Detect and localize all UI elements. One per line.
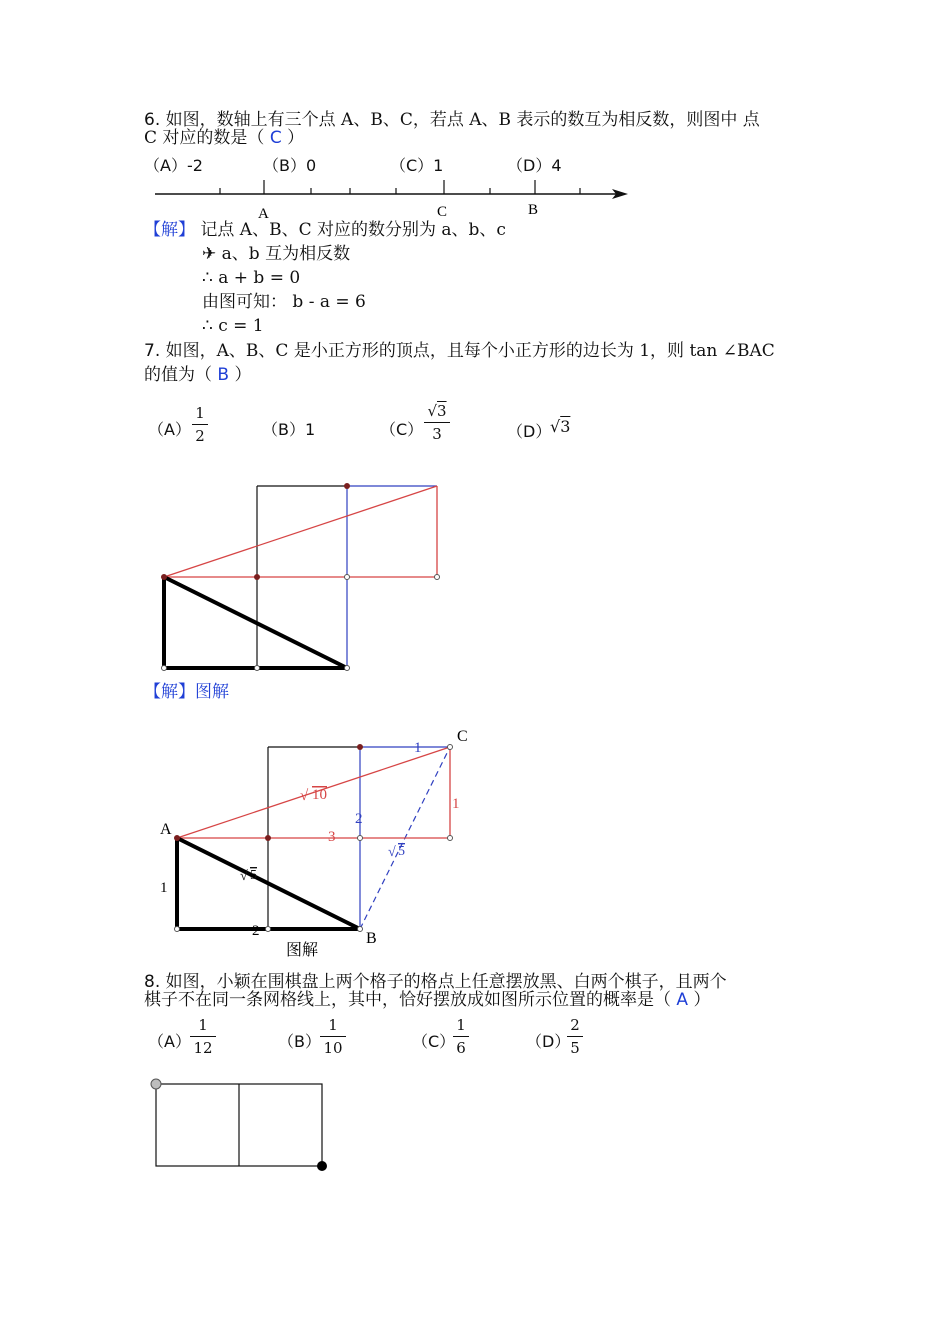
- svg-text:√: √: [300, 788, 309, 804]
- fig1-point: [344, 483, 350, 489]
- q6-solution-tag: 【解】: [144, 220, 195, 240]
- fig2-point: [357, 744, 363, 750]
- fig2-point: [358, 927, 363, 932]
- q8-option-c: （C）: [412, 1032, 456, 1051]
- q7-option-a-denominator: 2: [195, 427, 205, 445]
- q6-answer: C: [269, 128, 282, 148]
- q7-answer: B: [217, 365, 230, 385]
- fig2-point: [448, 836, 453, 841]
- q7-line1: 7. 如图，A、B、C 是小正方形的顶点，且每个小正方形的边长为 1，则 tan ∠BAC: [144, 341, 775, 361]
- q6-stem-line2-end: ）: [287, 128, 305, 148]
- fig2-label-b: B: [366, 930, 377, 947]
- q8-option-c-numerator: 1: [456, 1016, 466, 1034]
- q8-number: 8: [144, 972, 155, 992]
- q8-option-d-denominator: 5: [570, 1039, 580, 1057]
- fig2-label-sqrt10: [300, 787, 327, 804]
- svg-text:√: √: [240, 869, 248, 884]
- q7-option-c: （C）: [380, 420, 424, 439]
- axis-label-b: B: [528, 202, 539, 218]
- q7-solution: [144, 682, 229, 702]
- fig2-label-a: A: [160, 821, 172, 838]
- q7-figure-solution: [150, 724, 480, 960]
- svg-text:√: √: [388, 845, 396, 860]
- fig1-red-diagonal: [164, 486, 437, 577]
- q8-option-b-denominator: 10: [323, 1039, 343, 1057]
- q6-option-d: （D）4: [507, 156, 562, 175]
- q8-answer: A: [676, 990, 689, 1010]
- q8-stem-line1: 如图，小颖在围棋盘上两个格子的格点上任意摆放黑、白两个棋子，且两个: [165, 972, 727, 992]
- white-stone: [151, 1079, 161, 1089]
- q7-option-c-numerator: 3: [437, 402, 447, 420]
- q8-option-b: （B）: [278, 1032, 321, 1051]
- fig2-label-left-one: 1: [160, 880, 168, 896]
- q7-solution-tag: 【解】: [144, 682, 195, 702]
- fig2-point: [266, 927, 271, 932]
- q8-line2: [144, 990, 710, 1010]
- q7-option-d: （D）: [507, 422, 552, 441]
- q7-solution-text: 图解: [195, 682, 229, 702]
- axis-label-c: C: [437, 204, 448, 220]
- fig2-point: [174, 835, 180, 841]
- fig2-caption: 图解: [286, 942, 319, 959]
- q6-solution-line-2: ✈ a、b 互为相反数: [202, 244, 351, 264]
- q8-option-b-fraction: [320, 1016, 346, 1057]
- q8-option-a-fraction: [190, 1016, 216, 1057]
- fig2-label-two-v: 2: [355, 811, 363, 827]
- q6-number: 6: [144, 110, 155, 130]
- q8-stem-line2-end: ）: [693, 990, 711, 1010]
- fig2-label-sqrt5-b: [388, 844, 405, 860]
- q8-go-board: [146, 1074, 336, 1174]
- fig1-thick-diagonal: [164, 577, 347, 668]
- q6-solution-line-3: ∴ a + b = 0: [202, 268, 301, 288]
- q8-option-d: （D）: [526, 1032, 571, 1051]
- fig1-point: [345, 575, 350, 580]
- q7-stem-line1: 如图，A、B、C 是小正方形的顶点，且每个小正方形的边长为 1，则 tan ∠BAC: [165, 341, 775, 361]
- q6-line2: [144, 128, 304, 148]
- q7-option-c-numerator-wrap: √3: [427, 402, 447, 420]
- q6-solution-line-1: 记点 A、B、C 对应的数分别为 a、b、c: [200, 220, 506, 240]
- fig2-point: [358, 836, 363, 841]
- q7-option-a: （A）: [148, 420, 191, 439]
- fig2-label-c: C: [457, 728, 468, 745]
- q8-option-c-denominator: 6: [456, 1039, 466, 1057]
- q8-option-d-numerator: 2: [570, 1016, 580, 1034]
- q8-option-a-numerator: 1: [198, 1016, 208, 1034]
- fig2-label-two-h: 2: [252, 923, 260, 939]
- fig2-label-three: 3: [328, 829, 336, 845]
- q7-number: 7: [144, 341, 155, 361]
- black-stone: [317, 1161, 327, 1171]
- q6-option-c: （C）1: [390, 156, 444, 175]
- q6-solution-first: [144, 220, 506, 240]
- q6-stem-line1: 如图，数轴上有三个点 A、B、C，若点 A、B 表示的数互为相反数，则图中 点: [165, 110, 760, 130]
- q7-option-d-radicand: 3: [560, 417, 571, 436]
- fig2-label-sqrt5-a: [240, 868, 257, 884]
- q6-option-a: （A）-2: [144, 156, 203, 175]
- fig2-point: [175, 927, 180, 932]
- q8-line1: 8. 如图，小颖在围棋盘上两个格子的格点上任意摆放黑、白两个棋子，且两个: [144, 972, 727, 992]
- q6-solution-line-4: 由图可知： b - a = 6: [202, 292, 366, 312]
- q6-solution-line-5: ∴ c = 1: [202, 316, 264, 336]
- q8-option-a-denominator: 12: [193, 1039, 213, 1057]
- q7-stem-line2-end: ）: [234, 365, 252, 385]
- fig1-point: [435, 575, 440, 580]
- q8-option-c-fraction: [453, 1016, 469, 1057]
- q7-option-a-fraction: [192, 404, 208, 445]
- number-line-ticks: [220, 180, 580, 194]
- fig2-point: [448, 745, 453, 750]
- q6-line1: 6. 如图，数轴上有三个点 A、B、C，若点 A、B 表示的数互为相反数，则图中 点: [144, 110, 760, 130]
- fig1-point: [162, 666, 167, 671]
- q8-option-d-fraction: [567, 1016, 583, 1057]
- q8-stem-line2: 棋子不在同一条网格线上，其中，恰好摆放成如图所示位置的概率是（: [144, 990, 671, 1010]
- q7-option-c-fraction: [424, 402, 450, 443]
- q6-option-b: （B）0: [263, 156, 317, 175]
- fig1-point: [255, 666, 260, 671]
- q8-option-b-numerator: 1: [328, 1016, 338, 1034]
- q8-option-a: （A）: [148, 1032, 191, 1051]
- q7-line2: [144, 365, 251, 385]
- fig1-point: [161, 574, 167, 580]
- fig2-sqrt5-b-radicand: 5: [398, 844, 405, 859]
- q7-option-c-denominator: 3: [432, 425, 442, 443]
- fig2-sqrt5-a-radicand: 5: [250, 868, 257, 883]
- axis-label-a: A: [258, 206, 269, 222]
- fig2-label-top-one: 1: [414, 740, 422, 756]
- q7-option-b: （B）1: [262, 420, 316, 439]
- fig2-sqrt10-radicand: 10: [312, 787, 327, 803]
- fig1-point: [254, 574, 260, 580]
- fig2-point: [265, 835, 271, 841]
- fig1-point: [345, 666, 350, 671]
- q7-figure-grid: [150, 478, 450, 678]
- q7-stem-line2: 的值为（: [144, 365, 212, 385]
- fig2-label-right-one: 1: [452, 796, 460, 812]
- q7-option-a-numerator: 1: [195, 404, 205, 422]
- q7-option-d-radical: √3: [550, 417, 571, 436]
- number-line: [150, 178, 640, 223]
- q6-stem-line2: C 对应的数是（: [144, 128, 265, 148]
